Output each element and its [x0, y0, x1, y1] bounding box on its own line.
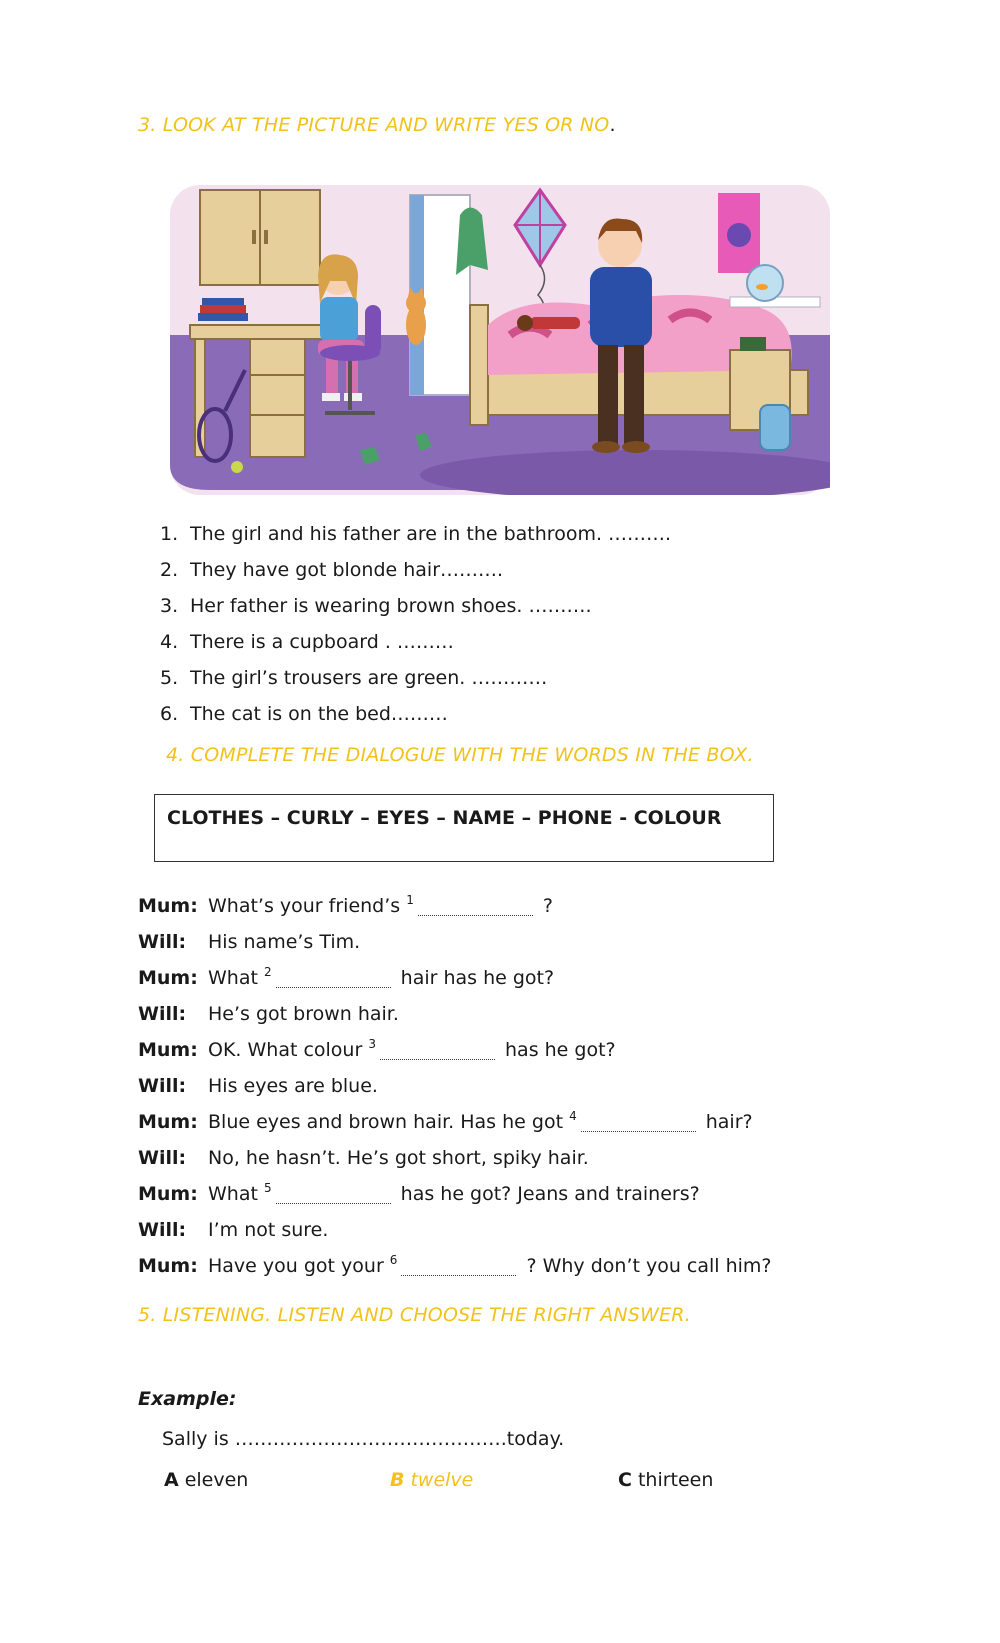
blank-number: 6	[389, 1253, 398, 1267]
dialogue-line	[138, 1032, 772, 1068]
backpack	[760, 405, 790, 450]
answer-blank[interactable]	[276, 965, 391, 988]
option-text: thirteen	[637, 1469, 714, 1491]
speaker: Mum:	[138, 1039, 198, 1061]
line-text-after: hair has he got?	[394, 967, 555, 989]
line-text-before: What	[208, 967, 264, 989]
question-text: The girl’s trousers are green. …………	[190, 667, 548, 689]
answer-blank[interactable]	[418, 893, 533, 916]
option-text: twelve	[410, 1469, 474, 1491]
question-number: 1.	[160, 523, 179, 545]
option-letter: C	[618, 1469, 632, 1491]
blank-number: 1	[406, 893, 414, 907]
line-text-before: OK. What colour	[208, 1039, 369, 1061]
section-3-title: 3. LOOK AT THE PICTURE AND WRITE YES OR NO	[138, 114, 610, 136]
dialogue-line	[138, 1212, 772, 1248]
line-text: No, he hasn’t. He’s got short, spiky hair.	[208, 1147, 589, 1169]
question-number: 3.	[160, 595, 179, 617]
dialogue-line	[138, 960, 772, 996]
question-item	[160, 588, 671, 624]
section-5-heading: 5. LISTENING. LISTEN AND CHOOSE THE RIGHT ANSWER.	[138, 1304, 691, 1326]
blank-number: 4	[569, 1109, 577, 1123]
word-box	[154, 794, 774, 862]
question-text: The cat is on the bed………	[190, 703, 448, 725]
cat-poster	[718, 193, 760, 273]
section-3-title-dot: .	[609, 114, 616, 136]
speaker: Will:	[138, 1147, 187, 1169]
question-item	[160, 624, 671, 660]
line-text-after: ? Why don’t you call him?	[520, 1255, 772, 1277]
line-text-after: has he got?	[498, 1039, 616, 1061]
bedroom-illustration	[170, 185, 830, 495]
option-b[interactable]	[390, 1469, 473, 1491]
line-text-before: Have you got your	[208, 1255, 390, 1277]
line-text: I’m not sure.	[208, 1219, 329, 1241]
speaker: Will:	[138, 1003, 187, 1025]
dialogue-line	[138, 1248, 772, 1284]
dialogue-line	[138, 996, 772, 1032]
question-number: 4.	[160, 631, 179, 653]
cat	[406, 287, 426, 345]
question-text: Her father is wearing brown shoes. ……….	[190, 595, 592, 617]
answer-blank[interactable]	[581, 1109, 696, 1132]
line-text-after: hair?	[699, 1111, 753, 1133]
option-a[interactable]	[164, 1469, 248, 1491]
dialogue-line	[138, 924, 772, 960]
speaker: Mum:	[138, 1183, 198, 1205]
dialogue-line	[138, 1140, 772, 1176]
speaker: Mum:	[138, 967, 198, 989]
line-text-before: What’s your friend’s	[208, 895, 407, 917]
question-number: 2.	[160, 559, 179, 581]
question-text: They have got blonde hair……….	[190, 559, 504, 581]
dialogue-line	[138, 1068, 772, 1104]
speaker: Mum:	[138, 1111, 198, 1133]
question-item	[160, 516, 671, 552]
answer-blank[interactable]	[276, 1181, 391, 1204]
answer-blank[interactable]	[401, 1253, 516, 1276]
dialogue-line	[138, 888, 772, 924]
speaker: Will:	[138, 1219, 187, 1241]
speaker: Will:	[138, 931, 187, 953]
line-text: He’s got brown hair.	[208, 1003, 399, 1025]
line-text-after: has he got? Jeans and trainers?	[394, 1183, 700, 1205]
answer-blank[interactable]	[380, 1037, 495, 1060]
example-label: Example:	[138, 1388, 237, 1410]
option-c[interactable]	[618, 1469, 713, 1491]
blank-number: 3	[368, 1037, 376, 1051]
question-number: 6.	[160, 703, 179, 725]
dialogue	[138, 888, 772, 1284]
line-text: His name’s Tim.	[208, 931, 361, 953]
question-item	[160, 552, 671, 588]
blank-number: 5	[263, 1181, 272, 1195]
line-text-before: Blue eyes and brown hair. Has he got	[208, 1111, 570, 1133]
question-item	[160, 660, 671, 696]
line-text: His eyes are blue.	[208, 1075, 378, 1097]
section-3-heading	[138, 114, 616, 136]
question-text: There is a cupboard . ………	[190, 631, 454, 653]
option-letter: B	[390, 1469, 405, 1491]
word-box-text: CLOTHES – CURLY – EYES – NAME – PHONE - COLOUR	[167, 807, 722, 829]
question-item	[160, 696, 671, 732]
line-text-after: ?	[536, 895, 553, 917]
question-number: 5.	[160, 667, 179, 689]
dialogue-line	[138, 1104, 772, 1140]
question-text: The girl and his father are in the bathroom. ……….	[190, 523, 672, 545]
example-sentence: Sally is …………………………………….today.	[162, 1428, 565, 1450]
section-4-heading: 4. COMPLETE THE DIALOGUE WITH THE WORDS IN THE BOX.	[166, 744, 754, 766]
yes-no-questions	[160, 516, 671, 732]
option-text: eleven	[184, 1469, 249, 1491]
speaker: Mum:	[138, 1255, 198, 1277]
dialogue-line	[138, 1176, 772, 1212]
blank-number: 2	[263, 965, 272, 979]
line-text-before: What	[208, 1183, 264, 1205]
cupboard	[200, 190, 320, 285]
speaker: Mum:	[138, 895, 198, 917]
speaker: Will:	[138, 1075, 187, 1097]
option-letter: A	[164, 1469, 179, 1491]
